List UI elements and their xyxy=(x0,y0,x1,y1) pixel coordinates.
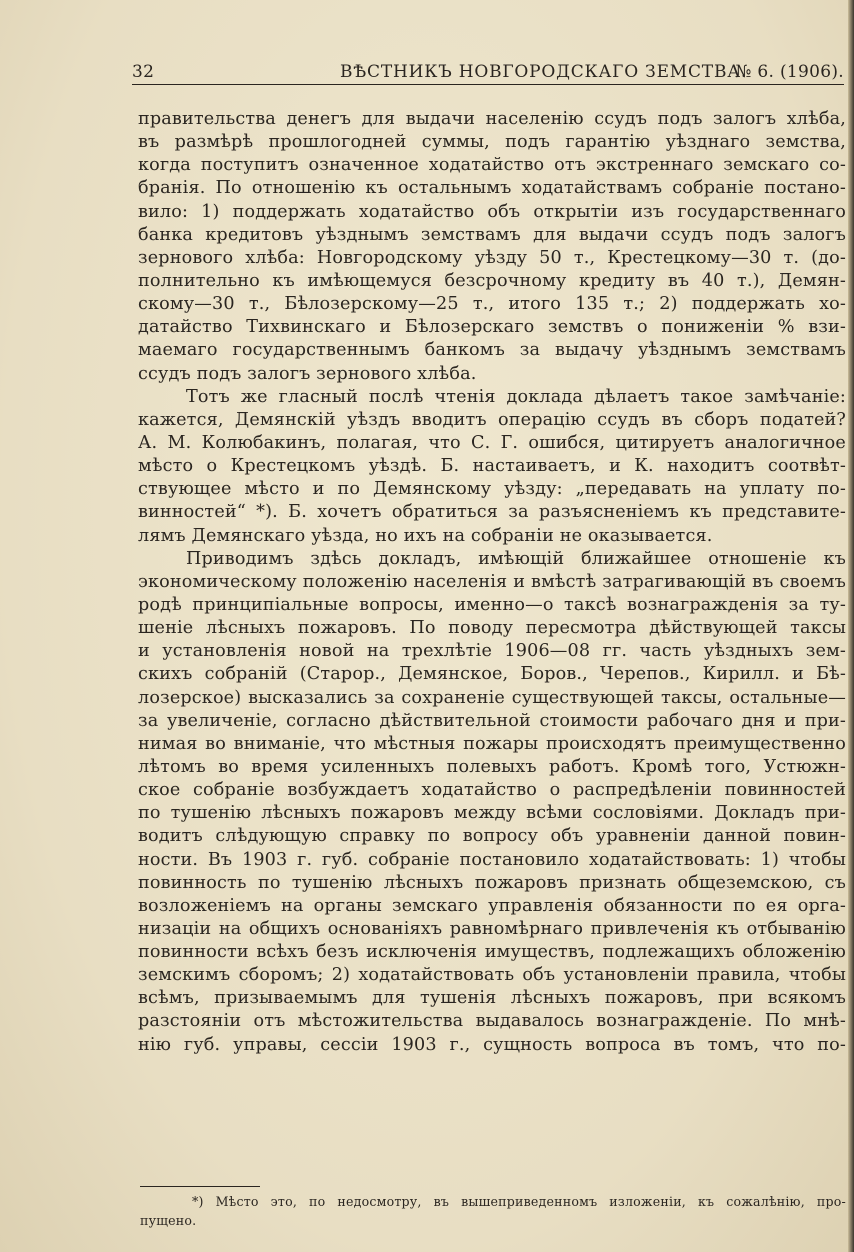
text-line: мѣсто о Крестецкомъ уѣздѣ. Б. настаиваетъ, и К. находитъ соотвѣт- xyxy=(138,456,846,477)
header-rule xyxy=(132,84,844,85)
text-line: родѣ принципіальные вопросы, именно—о таксѣ вознагражденія за ту- xyxy=(138,594,846,615)
text-line: нимая во вниманіе, что мѣстныя пожары происходятъ преимущественно xyxy=(138,733,846,754)
text-line: по тушенію лѣсныхъ пожаровъ между всѣми сословіями. Докладъ при- xyxy=(138,803,846,824)
text-line: ское собраніе возбуждаетъ ходатайство о распредѣленіи повинностей xyxy=(138,780,846,801)
footnote-rule xyxy=(140,1186,260,1187)
text-line: датайство Тихвинскаго и Бѣлозерскаго земствъ о пониженіи % взи- xyxy=(138,317,846,338)
text-line: кажется, Демянскій уѣздъ вводитъ операцію ссудъ въ сборъ податей? xyxy=(138,409,846,430)
text-line: Приводимъ здѣсь докладъ, имѣющій ближайшее отношеніе къ xyxy=(186,548,846,569)
text-line: повинности всѣхъ безъ исключенія имуществъ, подлежащихъ обложенію xyxy=(138,942,846,963)
text-line: скихъ собраній (Старор., Демянское, Боров., Черепов., Кирилл. и Бѣ- xyxy=(138,664,846,685)
text-line: экономическому положенію населенія и вмѣстѣ затрагивающій въ своемъ xyxy=(138,571,846,592)
text-line: и установленія новой на трехлѣтіе 1906—08 гг. часть уѣздныхъ зем- xyxy=(138,641,846,662)
text-line: когда поступитъ означенное ходатайство отъ экстреннаго земскаго со- xyxy=(138,155,846,176)
text-line: правительства денегъ для выдачи населенію ссудъ подъ залогъ хлѣба, xyxy=(138,109,846,129)
text-line: скому—30 т., Бѣлозерскому—25 т., итого 135 т.; 2) поддержать хо- xyxy=(138,294,846,315)
page-number: 32 xyxy=(132,62,155,82)
text-line: вило: 1) поддержать ходатайство объ открытіи изъ государственнаго xyxy=(138,201,846,222)
text-line: ности. Въ 1903 г. губ. собраніе постановило ходатайствовать: 1) чтобы xyxy=(138,849,846,870)
body-text xyxy=(138,108,846,1057)
text-line: зернового хлѣба: Новгородскому уѣзду 50 т., Крестецкому—30 т. (до- xyxy=(138,247,846,268)
text-line: лозерское) высказались за сохраненіе существующей таксы, остальные— xyxy=(138,687,846,708)
footnote xyxy=(140,1192,846,1230)
text-line: маемаго государственнымъ банкомъ за выдачу уѣзднымъ земствамъ xyxy=(138,340,846,361)
text-line: за увеличеніе, согласно дѣйствительной стоимости рабочаго дня и при- xyxy=(138,710,846,731)
text-line: винностей“ *). Б. хочетъ обратиться за разъясненіемъ къ представите- xyxy=(138,502,846,523)
text-line: нію губ. управы, сессіи 1903 г., сущность вопроса въ томъ, что по- xyxy=(138,1034,846,1055)
footnote-line: пущено. xyxy=(140,1213,197,1228)
text-line: ствующее мѣсто и по Демянскому уѣзду: „передавать на уплату по- xyxy=(138,479,846,500)
text-line: лѣтомъ во время усиленныхъ полевыхъ работъ. Кромѣ того, Устюжн- xyxy=(138,756,846,777)
text-line: ссудъ подъ залогъ зернового хлѣба. xyxy=(138,363,477,384)
text-line: низаціи на общихъ основаніяхъ равномѣрнаго привлеченія къ отбыванію xyxy=(138,918,846,939)
text-line: банка кредитовъ уѣзднымъ земствамъ для выдачи ссудъ подъ залогъ xyxy=(138,224,846,245)
running-header xyxy=(132,58,844,86)
text-line: возложеніемъ на органы земскаго управленія обязанности по ея орга- xyxy=(138,895,846,916)
journal-title: ВѢСТНИКЪ НОВГОРОДСКАГО ЗЕМСТВА. xyxy=(340,62,748,82)
text-line: лямъ Демянскаго уѣзда, но ихъ на собраніи не оказывается. xyxy=(138,525,713,546)
text-line: Тотъ же гласный послѣ чтенія доклада дѣлаетъ такое замѣчаніе: xyxy=(186,386,846,407)
text-line: бранія. По отношенію къ остальнымъ ходатайствамъ собраніе постано- xyxy=(138,178,846,199)
text-line: всѣмъ, призываемымъ для тушенія лѣсныхъ пожаровъ, при всякомъ xyxy=(138,988,846,1009)
text-line: въ размѣрѣ прошлогодней суммы, подъ гарантію уѣзднаго земства, xyxy=(138,132,846,153)
text-line: шеніе лѣсныхъ пожаровъ. По поводу пересмотра дѣйствующей таксы xyxy=(138,618,846,639)
text-line: полнительно къ имѣющемуся безсрочному кредиту въ 40 т.), Демян- xyxy=(138,270,846,291)
text-line: разстояніи отъ мѣстожительства выдавалось вознагражденіе. По мнѣ- xyxy=(138,1011,846,1032)
text-line: водитъ слѣдующую справку по вопросу объ уравненіи данной повин- xyxy=(138,826,846,847)
text-line: земскимъ сборомъ; 2) ходатайствовать объ установленіи правила, чтобы xyxy=(138,965,846,986)
text-line: повинность по тушенію лѣсныхъ пожаровъ признать общеземскою, съ xyxy=(138,872,846,893)
page-edge-shadow xyxy=(848,0,854,1252)
issue-number: № 6. (1906). xyxy=(735,62,844,82)
footnote-line: *) Мѣсто это, по недосмотру, въ вышеприведенномъ изложеніи, къ сожалѣнію, про- xyxy=(192,1194,846,1209)
text-line: А. М. Колюбакинъ, полагая, что С. Г. ошибся, цитируетъ аналогичное xyxy=(138,432,846,453)
